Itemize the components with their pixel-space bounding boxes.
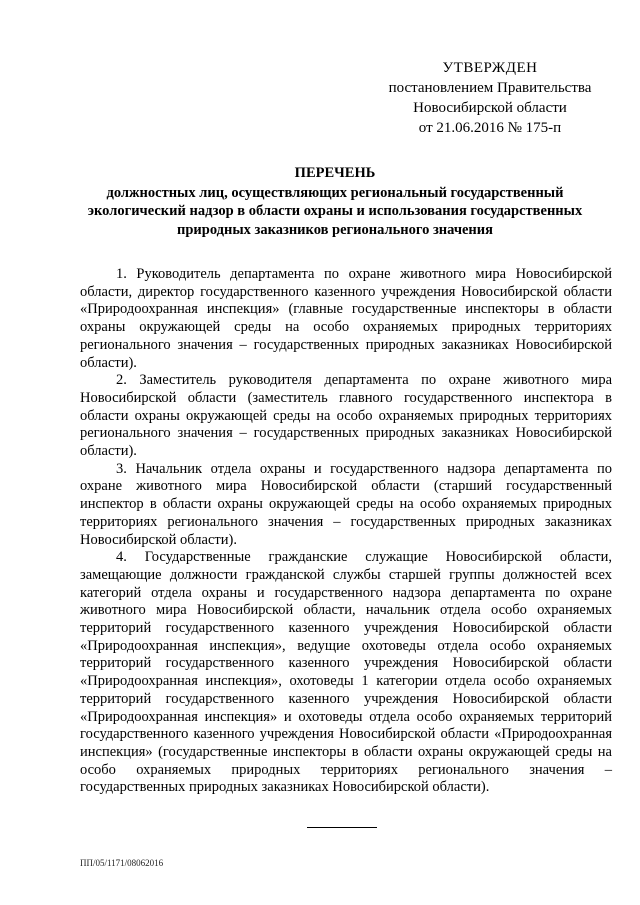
document-body <box>80 266 612 797</box>
list-item: 4. Государственные гражданские служащие Новосибирской области, замещающие должности гражданской службы старшей группы должностей всех категорий отдела охраны и государственного надзора департамента по охране животного мира Новосибирской области, начальник отдела особо охраняемых территорий государственного казенного учреждения Новосибирской области «Природоохранная инспекция», ведущие охотоведы отдела особо охраняемых территорий государственного казенного учреждения Новосибирской области «Природоохранная инспекция», охотоведы 1 категории отдела особо охраняемых территорий государственного казенного учреждения Новосибирской области «Природоохранная инспекция» и охотоведы отдела особо охраняемых территорий государственного казенного учреждения Новосибирской области «Природоохранная инспекция» (государственные инспекторы в области охраны окружающей среды на особо охраняемых природных территориях регионального значения – государственных природных заказниках Новосибирской области). <box>80 549 612 796</box>
document-heading <box>70 164 600 239</box>
list-item: 1. Руководитель департамента по охране животного мира Новосибирской области, директор государственного казенного учреждения Новосибирской области «Природоохранная инспекция» (главные государственные инспекторы в области охраны окружающей среды на особо охраняемых природных территориях регионального значения – государственных природных заказниках Новосибирской области). <box>80 266 612 371</box>
document-title: ПЕРЕЧЕНЬ <box>294 165 376 181</box>
approval-block <box>385 58 595 138</box>
approval-line: Новосибирской области <box>413 100 567 116</box>
approval-date-number: от 21.06.2016 № 175-п <box>418 120 562 136</box>
approval-title: УТВЕРЖДЕН <box>442 60 538 76</box>
approval-line: постановлением Правительства <box>388 80 592 96</box>
list-item: 3. Начальник отдела охраны и государственного надзора департамента по охране животного мира Новосибирской области (старший государственный инспектор в области охраны окружающей среды на особо охраняемых природных территориях регионального значения – государственных природных заказниках Новосибирской области). <box>80 460 612 548</box>
document-code: ПП/05/1171/08062016 <box>80 858 164 868</box>
list-item: 2. Заместитель руководителя департамента по охране животного мира Новосибирской области (заместитель главного государственного инспектора в области охраны окружающей среды на особо охраняемых природных территориях регионального значения – государственных природных заказниках Новосибирской области). <box>80 372 612 460</box>
end-divider <box>307 827 377 828</box>
document-subtitle: должностных лиц, осуществляющих региональный государственный экологический надзор в области охраны и использования государственных природных заказников регионального значения <box>87 184 583 238</box>
